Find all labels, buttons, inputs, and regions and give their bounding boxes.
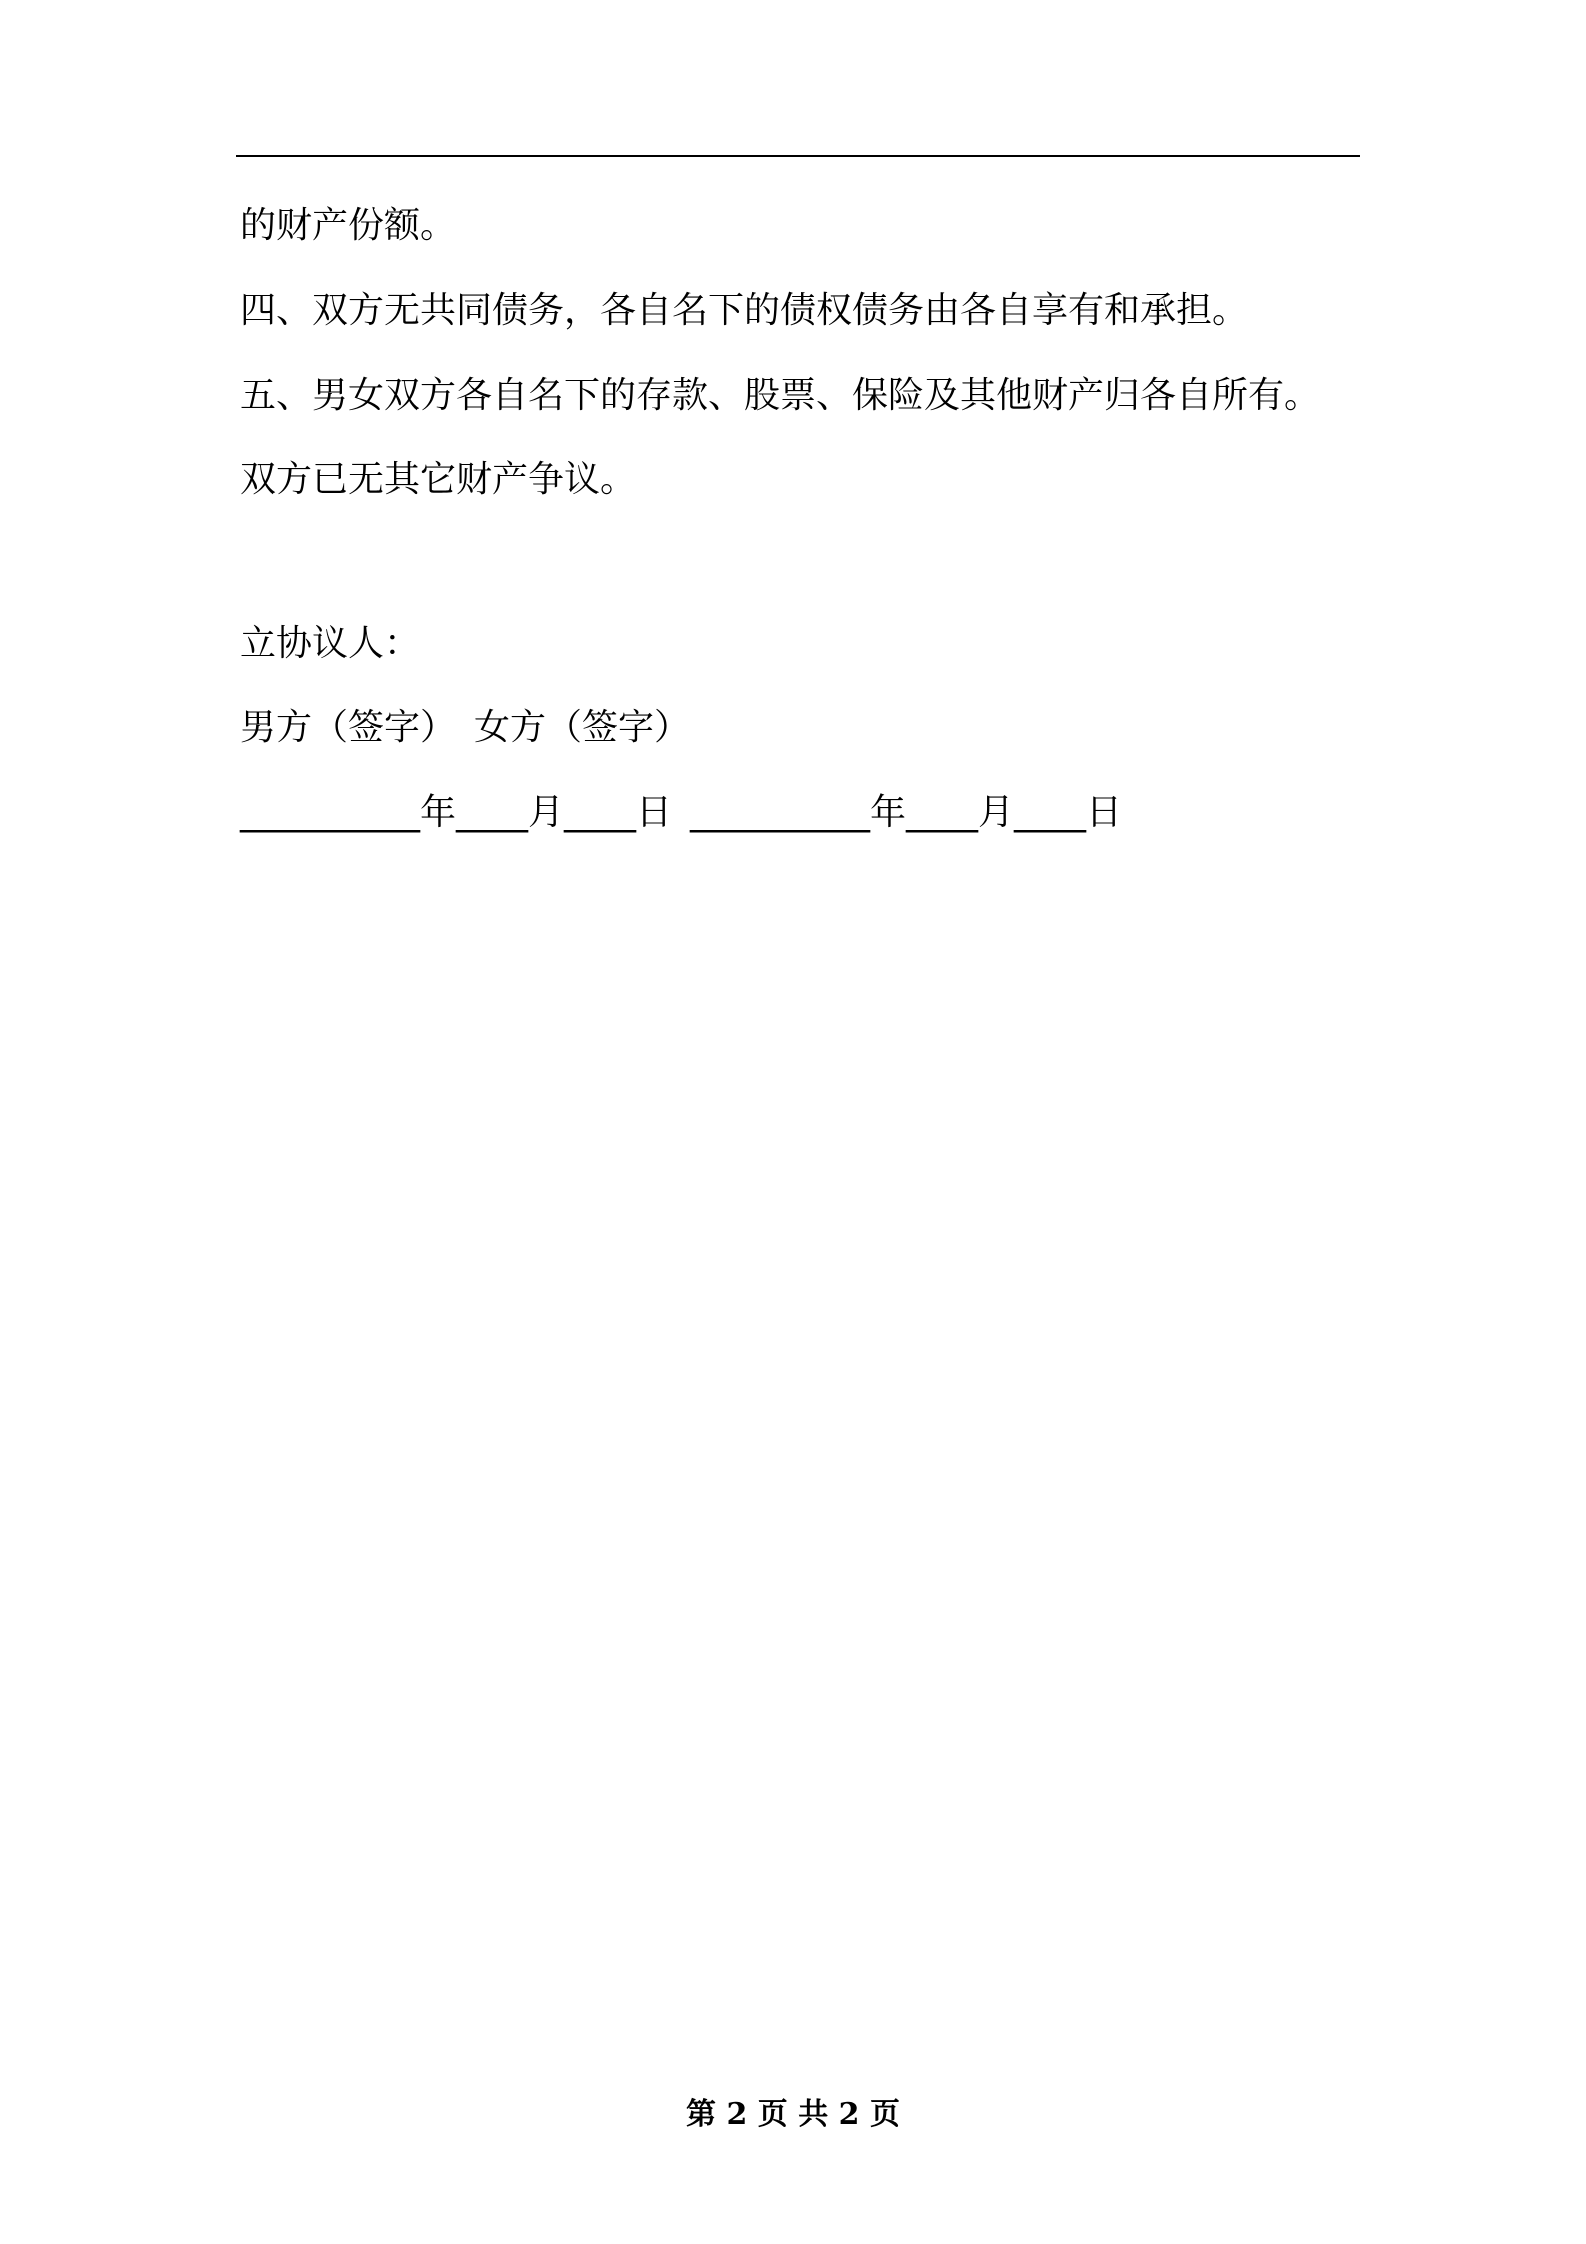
male-date-line: __________年____月____日 (240, 792, 672, 833)
header-rule (236, 155, 1360, 157)
paragraph-clause-four: 四、双方无共同债务，各自名下的债权债务由各自享有和承担。 (240, 290, 1249, 331)
date-row (240, 791, 1122, 835)
paragraph-clause-five: 五、男女双方各自名下的存款、股票、保险及其他财产归各自所有。 (240, 375, 1321, 416)
page-number-footer: 第 2 页 共 2 页 (686, 2097, 900, 2132)
female-date-line: __________年____月____日 (690, 792, 1122, 833)
signatory-label: 立协议人： (240, 623, 421, 664)
signature-row (240, 706, 690, 750)
female-signature-label: 女方（签字） (474, 707, 691, 748)
male-signature-label: 男方（签字） (240, 707, 457, 748)
paragraph-no-dispute: 双方已无其它财产争议。 (240, 459, 637, 500)
paragraph-continuation: 的财产份额。 (240, 205, 457, 246)
